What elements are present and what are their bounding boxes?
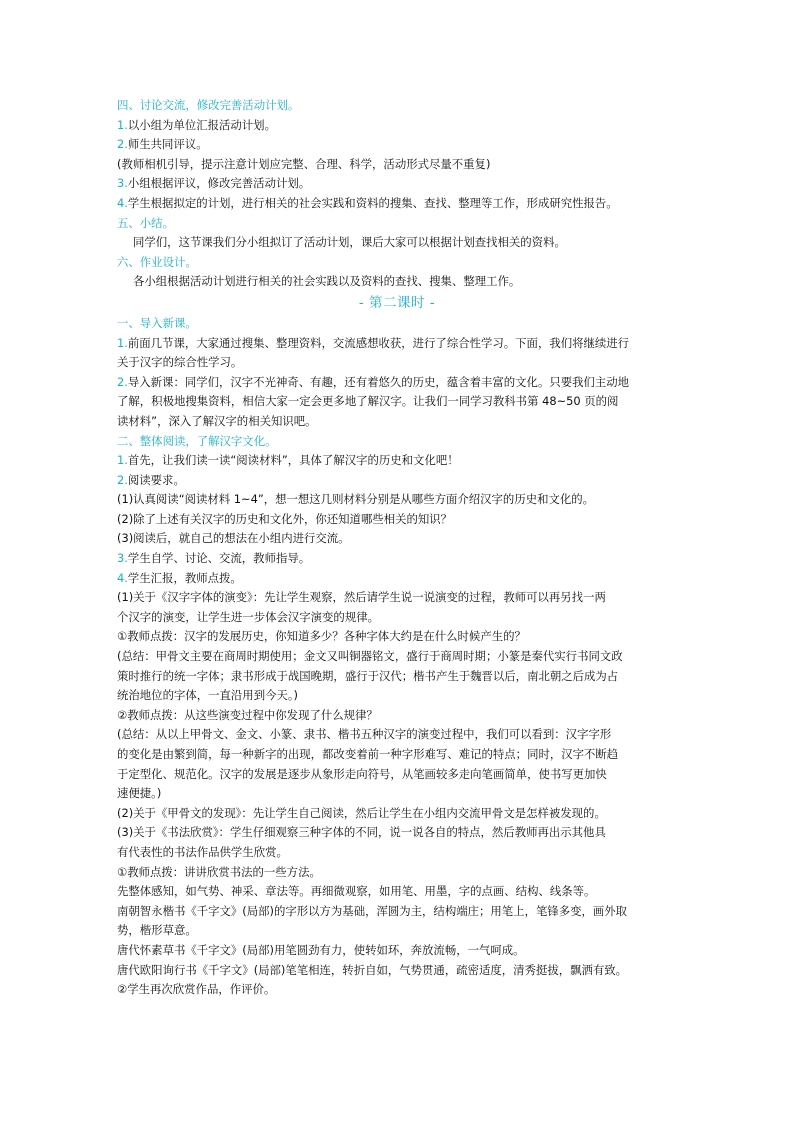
paragraph-line: ①教师点拨：讲讲欣赏书法的一些方法。 [117,864,321,879]
paragraph-line: 速便捷。) [117,786,162,801]
paragraph-line: 势，楷形草意。 [117,923,197,938]
paragraph-line: 有代表性的书法作品供学生欣赏。 [117,844,288,859]
list-item: 4.学生根据拟定的计划，进行相关的社会实践和资料的搜集、查找、整理等工作，形成研究性报告。 [117,195,618,210]
paragraph-line: (2)关于《甲骨文的发现》：先让学生自己阅读，然后让学生在小组内交流甲骨文是怎样被发现的。 [117,805,606,820]
paragraph-line: 的变化是由繁到简，每一种新字的出现，都改变着前一种字形难写、难记的特点；同时，汉字不断趋 [117,747,619,761]
paragraph-line: 先整体感知，如气势、神采、章法等。再细微观察，如用笔、用墨，字的点画、结构、线条等。 [117,884,596,899]
lesson-title: - 第二课时 - [358,294,436,311]
paragraph-line: 了解，积极地搜集资料，相信大家一定会更多地了解汉字。让我们一同学习教科书第 48~50 页的阅 [117,394,619,409]
teacher-note: (教师相机引导，提示注意计划应完整、合理、科学，活动形式尽量不重复) [117,156,491,171]
section-heading-discussion: 四、讨论交流，修改完善活动计划。 [117,98,300,112]
paragraph-line: 唐代怀素草书《千字文》(局部)用笔圆劲有力，使转如环，奔放流畅，一气呵成。 [117,942,525,957]
paragraph-line: 个汉字的演变，让学生进一步体会汉字演变的规律。 [117,609,379,624]
section-heading-homework: 六、作业设计。 [117,254,197,269]
paragraph-line: 策时推行的统一字体；隶书形成于战国晚期，盛行于汉代；楷书产生于魏晋以后，南北朝之后成为占 [117,668,619,683]
paragraph-line: (总结：从以上甲骨文、金文、小篆、隶书、楷书五种汉字的演变过程中，我们可以看到：汉字字形 [117,727,612,742]
list-item: 2.阅读要求。 [117,472,185,487]
section-heading-summary: 五、小结。 [117,215,174,230]
section-heading-reading: 二、整体阅读，了解汉字文化。 [117,433,277,448]
question-line: ①教师点拨：汉字的发展历史，你知道多少？各种字体大约是在什么时候产生的？ [117,629,526,644]
paragraph-line: ②学生再次欣赏作品，作评价。 [117,982,276,997]
requirement-item: (2)除了上述有关汉字的历史和文化外，你还知道哪些相关的知识？ [117,511,453,526]
list-item: 1.以小组为单位汇报活动计划。 [117,117,276,132]
list-item: 1.首先，让我们读一读“阅读材料”，具体了解汉字的历史和文化吧！ [117,453,459,468]
question-line: ②教师点拨：从这些演变过程中你发现了什么规律？ [117,707,378,722]
paragraph-line: 1.前面几节课，大家通过搜集、整理资料，交流感想收获，进行了综合性学习。下面，我们将继续进行 [117,335,630,350]
summary-text: 同学们，这节课我们分小组拟订了活动计划，课后大家可以根据计划查找相关的资料。 [133,235,566,250]
document-page [117,96,677,1000]
requirement-item: (1)认真阅读“阅读材料 1~4”，想一想这几则材料分别是从哪些方面介绍汉字的历史和文化的。 [117,492,595,507]
paragraph-line: 2.导入新课：同学们，汉字不光神奇、有趣，还有着悠久的历史，蕴含着丰富的文化。只要我们主动地 [117,374,630,389]
paragraph-line: (总结：甲骨文主要在商周时期使用；金文又叫铜器铭文，盛行于商周时期；小篆是秦代实行书同文政 [117,649,623,664]
requirement-item: (3)阅读后，就自己的想法在小组内进行交流。 [117,531,350,546]
homework-text: 各小组根据活动计划进行相关的社会实践以及资料的查找、搜集、整理工作。 [133,274,521,289]
paragraph-line: 南朝智永楷书《千字文》(局部)的字形以方为基础，浑圆为主，结构端庄；用笔上，笔锋多变，画外取 [117,903,628,918]
section-heading-intro: 一、导入新课。 [117,315,197,330]
list-item: 3.小组根据评议，修改完善活动计划。 [117,176,311,191]
paragraph-line: 读材料”，深入了解汉字的相关知识吧。 [117,413,317,428]
paragraph-line: (1)关于《汉字字体的演变》：先让学生观察，然后请学生说一说演变的过程，教师可以再另找一两 [117,590,606,605]
paragraph-line: 于定型化、规范化。汉字的发展是逐步从象形走向符号，从笔画较多走向笔画简单，使书写更加快 [117,766,607,781]
list-item: 2.师生共同评议。 [117,137,208,152]
paragraph-line: (3)关于《书法欣赏》：学生仔细观察三种字体的不同，说一说各自的特点，然后教师再出示其他具 [117,825,606,840]
list-item: 3.学生自学、讨论、交流，教师指导。 [117,551,311,566]
list-item: 4.学生汇报，教师点拨。 [117,570,242,585]
paragraph-line: 关于汉字的综合性学习。 [117,355,243,370]
paragraph-line: 统治地位的字体，一直沿用到今天。) [117,688,298,703]
paragraph-line: 唐代欧阳询行书《千字文》(局部)笔笔相连，转折自如，气势贯通，疏密适度，清秀挺拔，飘洒有致。 [117,962,628,977]
